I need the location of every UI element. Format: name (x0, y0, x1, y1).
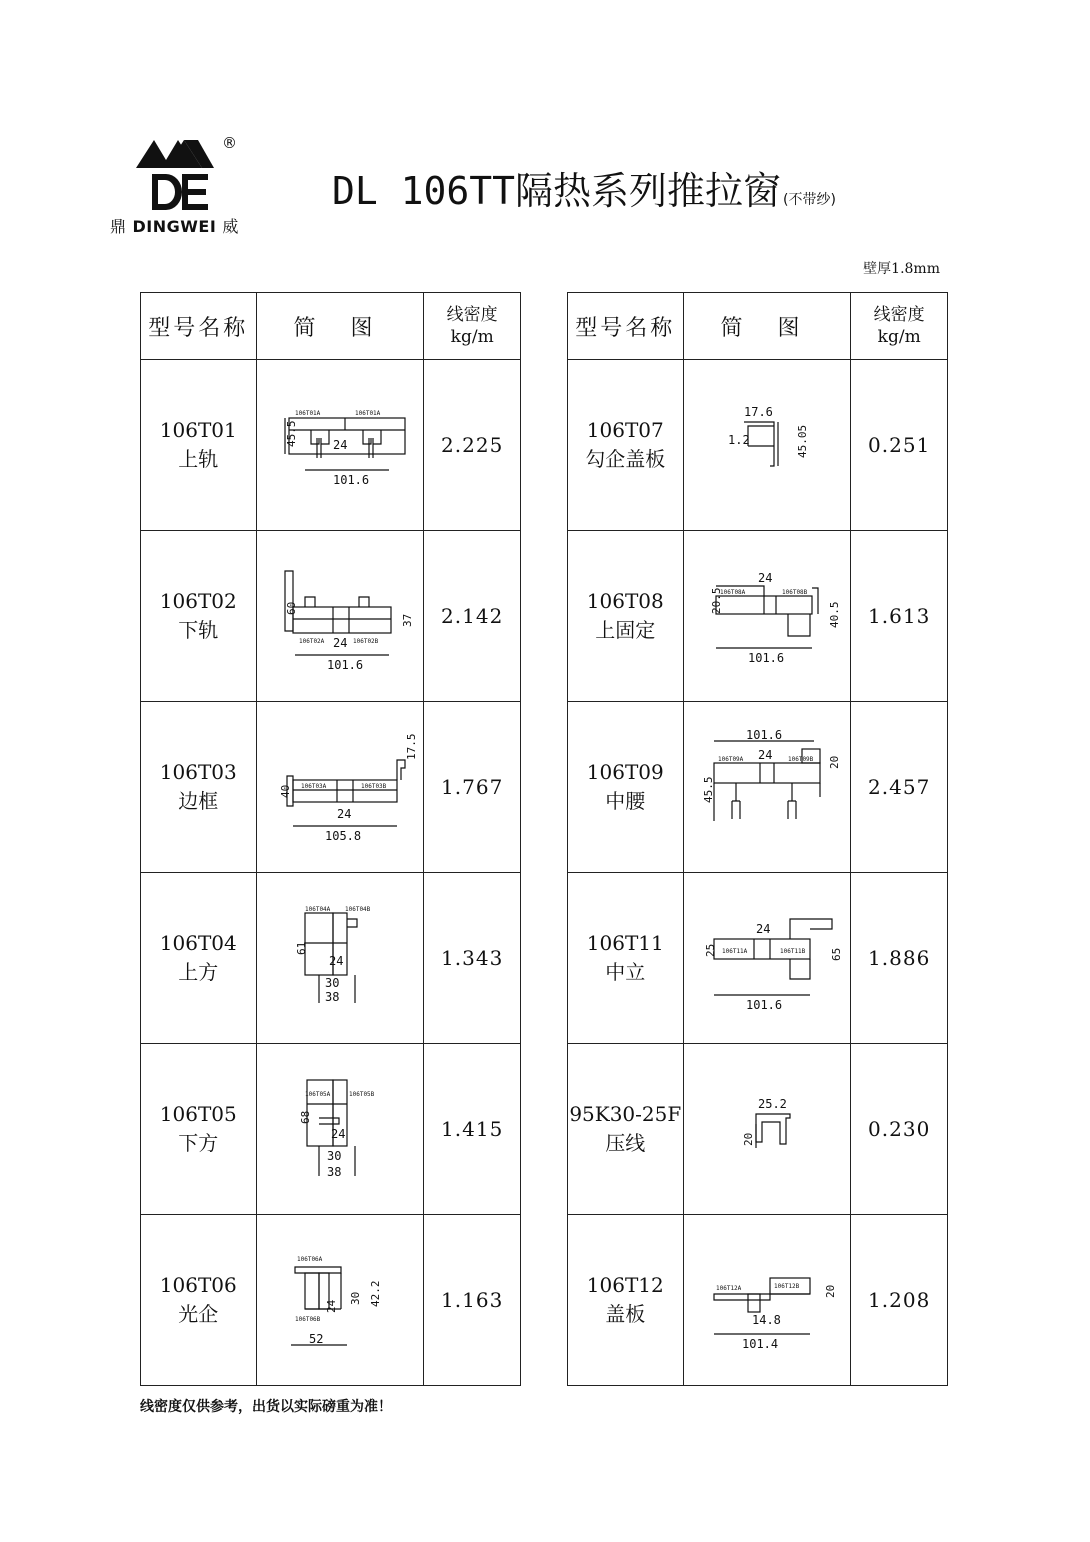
table-row (568, 531, 948, 702)
profile-drawing (712, 400, 822, 490)
dim-width: 101.4 (741, 1337, 779, 1351)
part-label: 106T09B (787, 756, 814, 763)
model-cell (568, 1215, 684, 1386)
dim-gap: 24 (330, 1127, 346, 1141)
dim-gap: 24 (757, 571, 773, 585)
dim-height: 20 (823, 1284, 837, 1298)
density-cell: 2.142 (424, 531, 521, 702)
footnote: 线密度仅供参考，出货以实际磅重为准！ (140, 1399, 392, 1415)
model-code: 106T03 (159, 760, 237, 784)
dim-height: 45.05 (795, 424, 809, 458)
header-figure: 简 图 (256, 293, 424, 360)
table-row (141, 1215, 521, 1386)
dim-glass: 20.5 (709, 587, 723, 614)
density-cell: 1.886 (851, 873, 948, 1044)
model-name: 光企 (178, 1302, 219, 1326)
header-figure: 简 图 (683, 293, 851, 360)
profile-drawing (265, 732, 418, 843)
model-cell (568, 1044, 684, 1215)
density-cell: 1.613 (851, 531, 948, 702)
model-name: 上固定 (595, 618, 656, 642)
company-logo (110, 132, 260, 242)
density-cell: 1.415 (424, 1044, 521, 1215)
table-header-row (141, 293, 521, 360)
dim-width: 101.6 (745, 728, 783, 742)
dim-glass: 25 (703, 943, 717, 957)
model-code: 106T02 (159, 589, 237, 613)
dim-glass: 20 (827, 755, 841, 769)
model-name: 上方 (178, 960, 219, 984)
dim-gap: 24 (328, 954, 344, 968)
brand-right-char: 威 (222, 217, 239, 236)
part-label: 106T06A (296, 1256, 323, 1263)
table-row (568, 360, 948, 531)
part-label: 106T11B (779, 948, 806, 955)
part-label: 106T05A (304, 1091, 331, 1098)
header-density (851, 293, 948, 360)
profile-drawing (692, 903, 842, 1013)
model-name: 边框 (178, 789, 219, 813)
model-code: 106T07 (586, 418, 664, 442)
table-row (141, 360, 521, 531)
dim-width: 101.6 (745, 998, 783, 1012)
model-cell (141, 1215, 257, 1386)
part-label: 106T03B (360, 783, 387, 790)
dim-height: 60 (284, 601, 298, 615)
table-row (141, 873, 521, 1044)
part-label: 106T02B (352, 638, 379, 645)
part-label: 106T05B (348, 1091, 375, 1098)
dim-width: 105.8 (324, 829, 362, 843)
model-code: 106T09 (586, 760, 664, 784)
figure-cell (683, 1044, 851, 1215)
header-model: 型号名称 (141, 293, 257, 360)
part-label: 106T04A (304, 906, 331, 913)
model-name: 上轨 (178, 447, 219, 471)
model-cell (141, 531, 257, 702)
model-name: 下方 (178, 1131, 219, 1155)
header-density (424, 293, 521, 360)
density-cell: 0.251 (851, 360, 948, 531)
density-cell: 2.457 (851, 702, 948, 873)
part-label: 106T08B (781, 589, 808, 596)
model-code: 95K30-25F (569, 1102, 682, 1126)
dim-height: 65 (829, 947, 843, 961)
profile-drawing (275, 1245, 405, 1355)
profile-drawing (275, 903, 405, 1013)
model-cell (568, 531, 684, 702)
table-header-row (568, 293, 948, 360)
dim-width: 101.6 (747, 651, 785, 665)
density-cell: 1.767 (424, 702, 521, 873)
model-code: 106T06 (159, 1273, 237, 1297)
density-cell: 1.343 (424, 873, 521, 1044)
model-cell (568, 702, 684, 873)
model-cell (141, 1044, 257, 1215)
table-row (568, 1044, 948, 1215)
model-name: 下轨 (178, 618, 219, 642)
dim-width: 101.6 (326, 658, 364, 672)
figure-cell (683, 360, 851, 531)
dim-inner: 30 (324, 976, 340, 990)
table-row (568, 873, 948, 1044)
table-row (568, 1215, 948, 1386)
spec-table-left (140, 292, 521, 1386)
model-name: 盖板 (605, 1302, 646, 1326)
dim-inner: 14.8 (751, 1313, 781, 1327)
model-cell (141, 873, 257, 1044)
part-label: 106T09A (717, 756, 744, 763)
model-code: 106T04 (159, 931, 237, 955)
dim-height: 61 (294, 941, 308, 955)
dim-width: 38 (324, 990, 340, 1004)
registered-mark: ® (222, 134, 237, 152)
part-label: 106T02A (298, 638, 325, 645)
dim-gap: 24 (755, 922, 771, 936)
figure-cell (256, 531, 424, 702)
dim-width: 101.6 (332, 473, 370, 487)
dim-height: 40.5 (827, 601, 841, 628)
profile-drawing (275, 1074, 405, 1184)
header-density-unit: kg/m (877, 327, 921, 347)
wall-thickness: 壁厚1.8mm (863, 261, 940, 277)
table-row (141, 702, 521, 873)
header-model: 型号名称 (568, 293, 684, 360)
dim-height: 68 (298, 1110, 312, 1124)
table-row (141, 531, 521, 702)
dim-width: 17.6 (743, 405, 773, 419)
table-row (141, 1044, 521, 1215)
figure-cell (256, 360, 424, 531)
brand-line (110, 214, 239, 237)
profile-drawing (265, 400, 415, 490)
model-name: 中立 (605, 960, 646, 984)
model-code: 106T05 (159, 1102, 237, 1126)
model-cell (141, 360, 257, 531)
model-code: 106T01 (159, 418, 237, 442)
table-row (568, 702, 948, 873)
figure-cell (256, 1215, 424, 1386)
density-cell: 2.225 (424, 360, 521, 531)
model-name: 勾企盖板 (585, 447, 666, 471)
profile-drawing (692, 566, 842, 666)
figure-cell (256, 702, 424, 873)
part-label: 106T12B (773, 1283, 800, 1290)
dim-lip: 17.5 (404, 733, 418, 760)
part-label: 106T01A (354, 410, 381, 417)
figure-cell (256, 873, 424, 1044)
model-cell (568, 360, 684, 531)
spec-table-right (567, 292, 948, 1386)
dim-width: 38 (326, 1165, 342, 1179)
brand-name: DINGWEI (132, 217, 217, 236)
profile-drawing (712, 1084, 822, 1174)
density-cell: 1.208 (851, 1215, 948, 1386)
part-label: 106T03A (300, 783, 327, 790)
profile-drawing (265, 561, 415, 671)
profile-drawing (692, 727, 842, 847)
title-text: DL 106TT隔热系列推拉窗 (332, 169, 782, 213)
profile-drawing (692, 1250, 842, 1350)
dim-height: 45.5 (701, 776, 715, 803)
page-title (332, 160, 836, 215)
dim-height: 45.5 (284, 420, 298, 447)
part-label: 106T11A (721, 948, 748, 955)
model-code: 106T11 (586, 931, 664, 955)
model-name: 压线 (605, 1131, 646, 1155)
figure-cell (683, 1215, 851, 1386)
dingwei-logo-icon (136, 136, 220, 212)
model-code: 106T08 (586, 589, 664, 613)
density-cell: 0.230 (851, 1044, 948, 1215)
model-name: 中腰 (605, 789, 646, 813)
model-cell (568, 873, 684, 1044)
density-cell: 1.163 (424, 1215, 521, 1386)
model-cell (141, 702, 257, 873)
figure-cell (683, 873, 851, 1044)
figure-cell (683, 531, 851, 702)
model-code: 106T12 (586, 1273, 664, 1297)
dim-inner: 30 (326, 1149, 342, 1163)
figure-cell (683, 702, 851, 873)
dim-gap: 24 (332, 636, 348, 650)
part-label: 106T04B (344, 906, 371, 913)
dim-gap: 24 (757, 748, 773, 762)
dim-rail: 37 (400, 613, 414, 627)
brand-left-char: 鼎 (110, 217, 127, 236)
dim-height: 42.2 (368, 1280, 382, 1307)
title-note: (不带纱) (783, 192, 836, 208)
part-label: 106T08A (719, 589, 746, 596)
dim-thickness: 1.2 (727, 433, 750, 447)
dim-gap: 24 (332, 438, 348, 452)
dim-width: 25.2 (757, 1097, 787, 1111)
dim-width: 52 (308, 1332, 324, 1346)
dim-gap: 24 (324, 1299, 338, 1313)
header-density-unit: kg/m (450, 327, 494, 347)
part-label: 106T01A (294, 410, 321, 417)
header-density-label: 线密度 (446, 305, 498, 325)
part-label: 106T12A (715, 1285, 742, 1292)
dim-height: 40 (278, 784, 292, 798)
dim-height: 20 (741, 1132, 755, 1146)
dim-inner: 30 (348, 1291, 362, 1305)
header-density-label: 线密度 (873, 305, 925, 325)
dim-gap: 24 (336, 807, 352, 821)
part-label: 106T06B (294, 1316, 321, 1323)
figure-cell (256, 1044, 424, 1215)
